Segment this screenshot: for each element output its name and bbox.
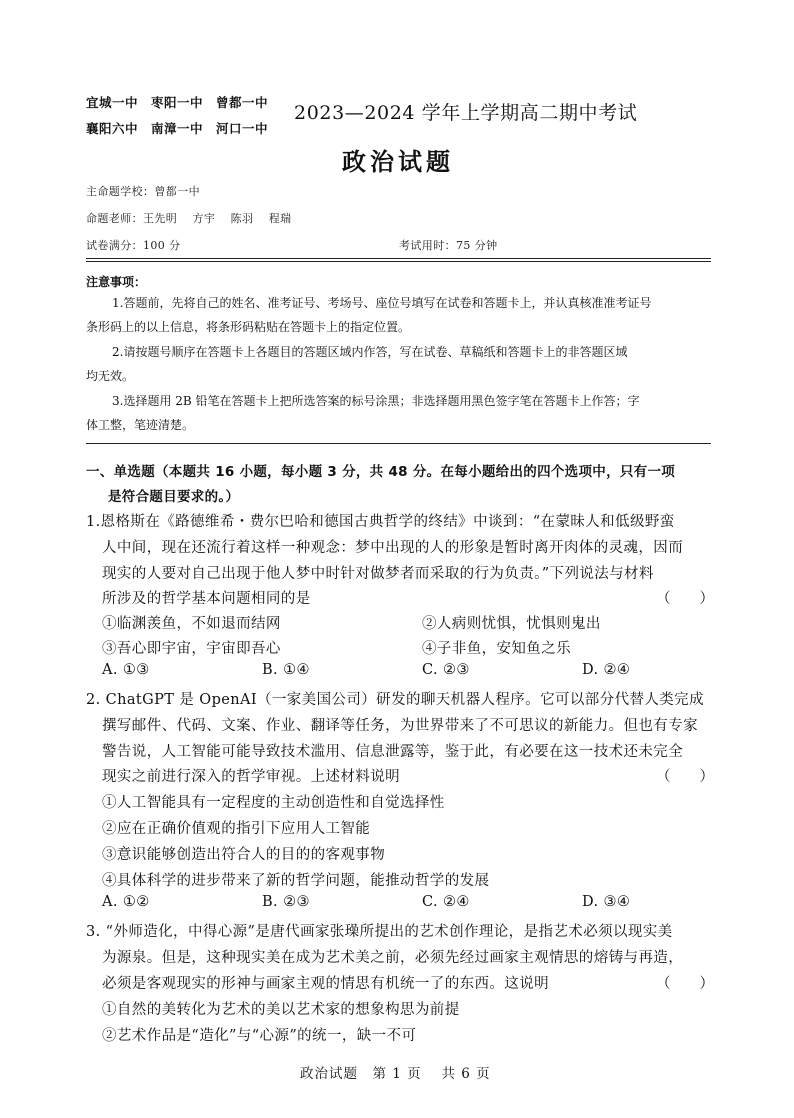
q2-option-2: ②应在正确价值观的指引下应用人工智能 bbox=[102, 821, 371, 837]
q1-stem-line-3: 现实的人要对自己出现于他人梦中时针对做梦者而采取的行为负责。”下列说法与材料 bbox=[102, 566, 654, 582]
notice-item-1-line-2: 条形码上的以上信息，将条形码粘贴在答题卡上的指定位置。 bbox=[86, 320, 411, 334]
q3-stem-line-2: 为源泉。但是，这种现实美在成为艺术美之前，必须先经过画家主观情思的熔铸与再造， bbox=[102, 950, 684, 966]
q2-option-3: ③意识能够创造出符合人的目的的客观事物 bbox=[102, 847, 386, 863]
q3-stem-line-1: 3. “外师造化，中得心源”是唐代画家张璪所提出的艺术创作理论，是指艺术必须以现实美 bbox=[86, 924, 673, 940]
notice-item-1-line-1: 1.答题前，先将自己的姓名、准考证号、考场号、座位号填写在试卷和答题卡上，并认真核准准考证号 bbox=[112, 296, 652, 310]
notice-item-3-line-2: 体工整，笔迹清楚。 bbox=[86, 418, 195, 432]
q2-stem-line-2: 撰写邮件、代码、文案、作业、翻译等任务，为世界带来了不可思议的新能力。但也有专家 bbox=[102, 718, 698, 734]
q1-choice-c: C. ②③ bbox=[422, 662, 470, 678]
q1-option-2: ②人病则忧惧，忧惧则鬼出 bbox=[422, 616, 601, 632]
schools-line-2: 襄阳六中 南漳一中 河口一中 bbox=[86, 121, 269, 136]
q1-answer-paren: （ ） bbox=[656, 591, 714, 607]
q2-option-4: ④具体科学的进步带来了新的哲学问题，能推动哲学的发展 bbox=[102, 873, 490, 889]
q1-choice-a: A. ①③ bbox=[102, 662, 150, 678]
exam-duration: 考试用时：75 分钟 bbox=[399, 239, 498, 252]
section-heading-line-2: 是符合题目要求的。） bbox=[108, 489, 240, 505]
section-heading-line-1: 一、单选题（本题共 16 小题，每小题 3 分，共 48 分。在每小题给出的四个选项中，只有一项 bbox=[86, 464, 676, 480]
divider-notice bbox=[86, 443, 711, 444]
notice-item-2-line-2: 均无效。 bbox=[86, 369, 135, 383]
q2-answer-paren: （ ） bbox=[656, 769, 714, 785]
q1-stem-line-4: 所涉及的哲学基本问题相同的是 bbox=[102, 591, 311, 607]
q2-option-1: ①人工智能具有一定程度的主动创造性和自觉选择性 bbox=[102, 795, 445, 811]
q2-choice-c: C. ②④ bbox=[422, 894, 470, 910]
notice-item-2-line-1: 2.请按题号顺序在答题卡上各题目的答题区域内作答，写在试卷、草稿纸和答题卡上的非答题区域 bbox=[112, 345, 628, 359]
subject-title: 政治试题 bbox=[342, 148, 454, 176]
notice-title: 注意事项： bbox=[86, 275, 147, 289]
notice-item-3-line-1: 3.选择题用 2B 铅笔在答题卡上把所选答案的标号涂黑；非选择题用黑色签字笔在答题卡上作答；字 bbox=[112, 394, 640, 408]
q1-option-1: ①临渊羡鱼，不如退而结网 bbox=[102, 616, 281, 632]
exam-title: 2023—2024 学年上学期高二期中考试 bbox=[294, 102, 638, 124]
q2-stem-line-3: 警告说，人工智能可能导致技术滥用、信息泄露等，鉴于此，有必要在这一技术还未完全 bbox=[102, 744, 684, 760]
lead-school: 主命题学校：曾都一中 bbox=[86, 185, 200, 198]
q2-choice-a: A. ①② bbox=[102, 894, 150, 910]
q3-answer-paren: （ ） bbox=[656, 976, 714, 992]
page-footer: 政治试题 第 1 页 共 6 页 bbox=[300, 1066, 491, 1082]
q3-option-1: ①自然的美转化为艺术的美以艺术家的想象构思为前提 bbox=[102, 1002, 460, 1018]
q1-option-4: ④子非鱼，安知鱼之乐 bbox=[422, 641, 571, 657]
schools-line-1: 宜城一中 枣阳一中 曾都一中 bbox=[86, 95, 269, 110]
q1-stem-line-2: 人中间，现在还流行着这样一种观念：梦中出现的人的形象是暂时离开肉体的灵魂，因而 bbox=[102, 540, 684, 556]
q3-stem-line-3: 必须是客观现实的形神与画家主观的情思有机统一了的东西。这说明 bbox=[102, 976, 549, 992]
q2-choice-d: D. ③④ bbox=[582, 894, 631, 910]
divider-top bbox=[86, 258, 711, 259]
teachers: 命题老师：王先明 方宇 陈羽 程瑞 bbox=[86, 212, 292, 225]
q2-stem-line-4: 现实之前进行深入的哲学审视。上述材料说明 bbox=[102, 769, 400, 785]
q2-stem-line-1: 2. ChatGPT 是 OpenAI（一家美国公司）研发的聊天机器人程序。它可以部分代替人类完成 bbox=[86, 692, 704, 708]
q3-option-2: ②艺术作品是“造化”与“心源”的统一，缺一不可 bbox=[102, 1028, 417, 1044]
q1-choice-b: B. ①④ bbox=[262, 662, 310, 678]
q1-choice-d: D. ②④ bbox=[582, 662, 631, 678]
full-score: 试卷满分：100 分 bbox=[86, 239, 181, 252]
q2-choice-b: B. ②③ bbox=[262, 894, 310, 910]
q1-option-3: ③吾心即宇宙，宇宙即吾心 bbox=[102, 641, 281, 657]
divider-top-2 bbox=[86, 261, 711, 262]
q1-stem-line-1: 1.恩格斯在《路德维希・费尔巴哈和德国古典哲学的终结》中谈到：“在蒙昧人和低级野蛮 bbox=[86, 514, 675, 530]
